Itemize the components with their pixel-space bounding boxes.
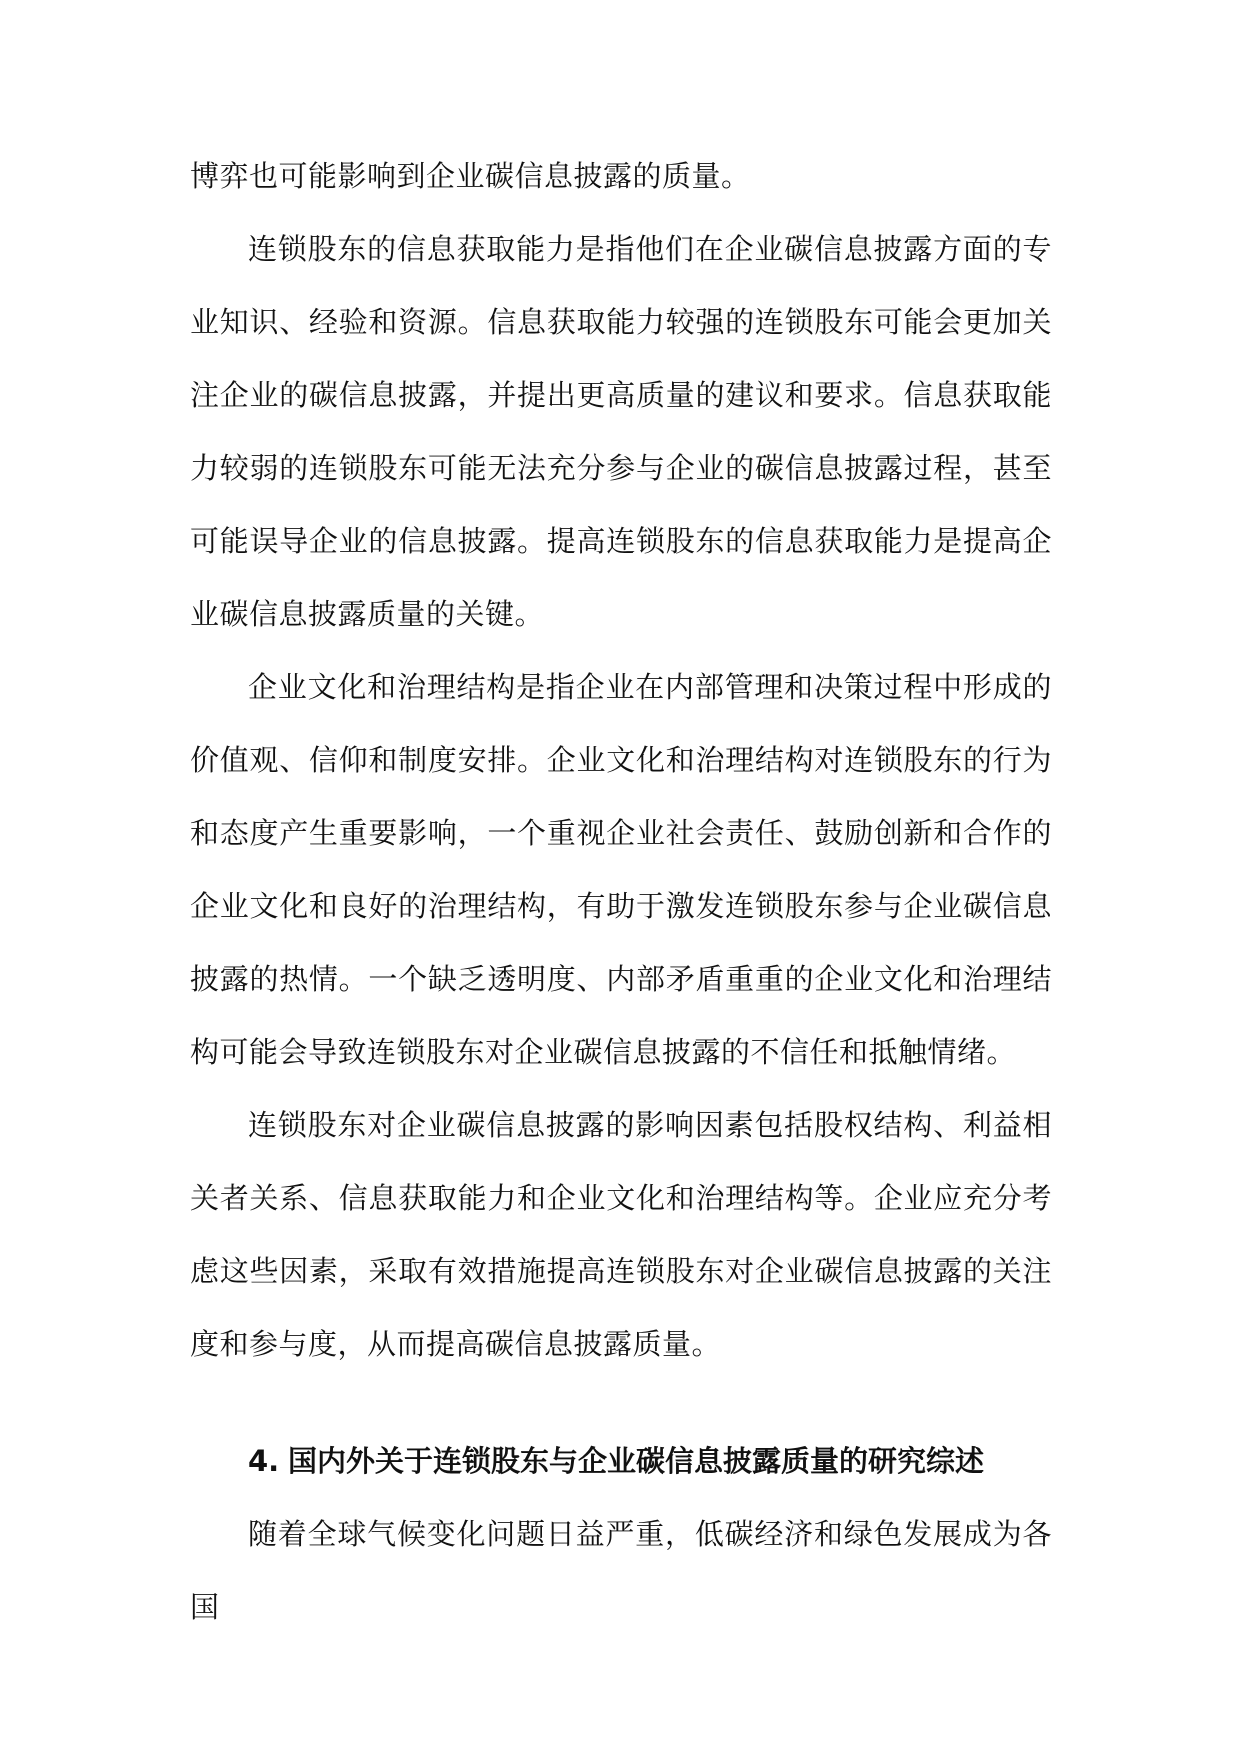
document-page [190,140,1052,1644]
paragraph-section-intro: 随着全球气候变化问题日益严重，低碳经济和绿色发展成为各国 [190,1517,1052,1624]
paragraph-influence-factors-summary: 连锁股东对企业碳信息披露的影响因素包括股权结构、利益相关者关系、信息获取能力和企业文化和治理结构等。企业应充分考虑这些因素，采取有效措施提高连锁股东对企业碳信息披露的关注度和参与度，从而提高碳信息披露质量。 [190,1108,1052,1361]
paragraph-continuation: 博弈也可能影响到企业碳信息披露的质量。 [190,159,751,193]
paragraph-information-capability: 连锁股东的信息获取能力是指他们在企业碳信息披露方面的专业知识、经验和资源。信息获取能力较强的连锁股东可能会更加关注企业的碳信息披露，并提出更高质量的建议和要求。信息获取能力较弱的连锁股东可能无法充分参与企业的碳信息披露过程，甚至可能误导企业的信息披露。提高连锁股东的信息获取能力是提高企业碳信息披露质量的关键。 [190,232,1052,631]
section-number: 4. [248,1444,280,1478]
paragraph-corporate-culture: 企业文化和治理结构是指企业在内部管理和决策过程中形成的价值观、信仰和制度安排。企业文化和治理结构对连锁股东的行为和态度产生重要影响，一个重视企业社会责任、鼓励创新和合作的企业文化和良好的治理结构，有助于激发连锁股东参与企业碳信息披露的热情。一个缺乏透明度、内部矛盾重重的企业文化和治理结构可能会导致连锁股东对企业碳信息披露的不信任和抵触情绪。 [190,670,1052,1069]
section-title: 国内外关于连锁股东与企业碳信息披露质量的研究综述 [288,1444,985,1478]
section-heading [190,1425,1052,1498]
